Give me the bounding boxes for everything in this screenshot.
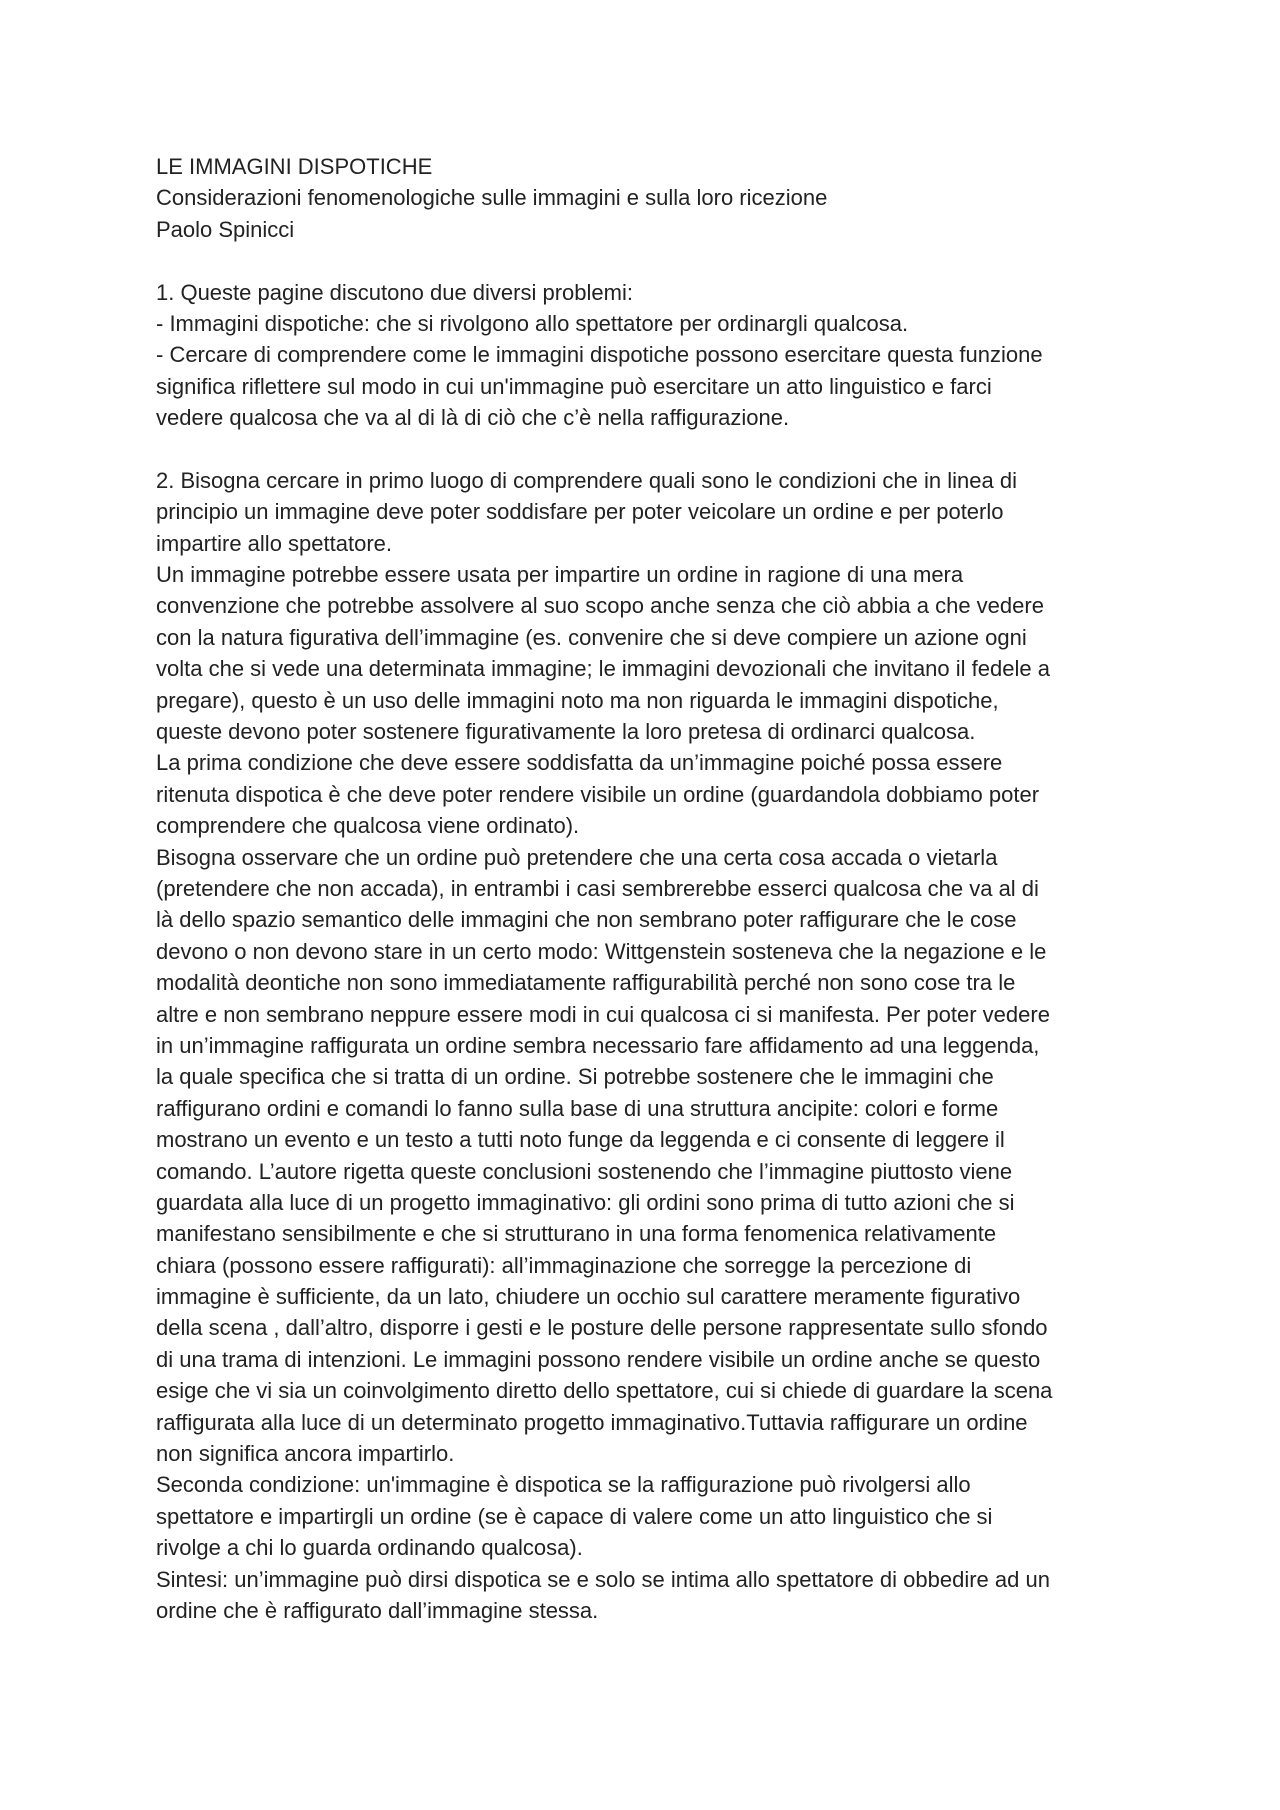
section-2-line: devono o non devono stare in un certo modo: Wittgenstein sosteneva che la negazione e le [156, 938, 1047, 964]
section-2-line: spettatore e impartirgli un ordine (se è capace di valere come un atto linguistico che si [156, 1503, 993, 1529]
section-2-line: convenzione che potrebbe assolvere al suo scopo anche senza che ciò abbia a che vedere [156, 593, 1044, 619]
section-1-line: vedere qualcosa che va al di là di ciò che c’è nella raffigurazione. [156, 405, 790, 431]
section-2-line: mostrano un evento e un testo a tutti noto funge da leggenda e ci consente di leggere il [156, 1127, 1005, 1153]
document-title: LE IMMAGINI DISPOTICHE [156, 154, 433, 179]
section-2-line: Sintesi: un’immagine può dirsi dispotica se e solo se intima allo spettatore di obbedire ad un [156, 1566, 1050, 1592]
section-2-line: immagine è sufficiente, da un lato, chiudere un occhio sul carattere meramente figurativo [156, 1284, 1021, 1310]
section-2-line: Seconda condizione: un'immagine è dispotica se la raffigurazione può rivolgersi allo [156, 1472, 971, 1498]
section-2-line: impartire allo spettatore. [156, 530, 392, 556]
section-2-line: comprendere che qualcosa viene ordinato). [156, 813, 580, 839]
section-1-line: - Cercare di comprendere come le immagini dispotiche possono esercitare questa funzione [156, 342, 1043, 368]
document-subtitle: Considerazioni fenomenologiche sulle immagini e sulla loro ricezione [156, 185, 828, 211]
section-2-line: La prima condizione che deve essere soddisfatta da un’immagine poiché possa essere [156, 750, 1003, 776]
section-2-line: con la natura figurativa dell’immagine (es. convenire che si deve compiere un azione ogni [156, 624, 1027, 650]
section-2-line: della scena , dall’altro, disporre i gesti e le posture delle persone rappresentate sullo sfondo [156, 1315, 1048, 1341]
section-1-line: - Immagini dispotiche: che si rivolgono allo spettatore per ordinargli qualcosa. [156, 310, 909, 336]
section-2-line: guardata alla luce di un progetto immaginativo: gli ordini sono prima di tutto azioni che si [156, 1189, 1015, 1215]
section-1-line: significa riflettere sul modo in cui un'immagine può esercitare un atto linguistico e farci [156, 373, 992, 399]
paragraph-spacer [156, 245, 1156, 276]
section-2-line: non significa ancora impartirlo. [156, 1441, 455, 1467]
section-2-line: 2. Bisogna cercare in primo luogo di comprendere quali sono le condizioni che in linea di [156, 467, 1017, 493]
section-2-line: in un’immagine raffigurata un ordine sembra necessario fare affidamento ad una leggenda, [156, 1032, 1040, 1058]
section-2-line: esige che vi sia un coinvolgimento diretto dello spettatore, cui si chiede di guardare la scena [156, 1378, 1053, 1404]
section-2-line: di una trama di intenzioni. Le immagini possono rendere visibile un ordine anche se questo [156, 1346, 1041, 1372]
section-2-line: modalità deontiche non sono immediatamente raffigurabilità perché non sono cose tra le [156, 970, 1016, 996]
section-1-line: 1. Queste pagine discutono due diversi problemi: [156, 279, 633, 305]
section-2-line: Un immagine potrebbe essere usata per impartire un ordine in ragione di una mera [156, 562, 964, 588]
section-2-line: chiara (possono essere raffigurati): all’immaginazione che sorregge la percezione di [156, 1252, 972, 1278]
section-2-line: altre e non sembrano neppure essere modi in cui qualcosa ci si manifesta. Per poter vedere [156, 1001, 1050, 1027]
section-2-line: ordine che è raffigurato dall’immagine stessa. [156, 1597, 599, 1623]
section-2-line: principio un immagine deve poter soddisfare per poter veicolare un ordine e per poterlo [156, 499, 1004, 525]
section-2-line: rivolge a chi lo guarda ordinando qualcosa). [156, 1535, 583, 1561]
paragraph-spacer [156, 434, 1156, 465]
document-author: Paolo Spinicci [156, 216, 295, 242]
section-2-line: ritenuta dispotica è che deve poter rendere visibile un ordine (guardandola dobbiamo poter [156, 781, 1040, 807]
section-2-line: queste devono poter sostenere figurativamente la loro pretesa di ordinarci qualcosa. [156, 719, 976, 745]
section-2-line: manifestano sensibilmente e che si strutturano in una forma fenomenica relativamente [156, 1221, 997, 1247]
section-2-line: la quale specifica che si tratta di un ordine. Si potrebbe sostenere che le immagini che [156, 1064, 994, 1090]
section-2 [156, 465, 1156, 1626]
document-body [156, 151, 1156, 1626]
section-2-line: là dello spazio semantico delle immagini che non sembrano poter raffigurare che le cose [156, 907, 1017, 933]
section-2-line: volta che si vede una determinata immagine; le immagini devozionali che invitano il fedele a [156, 656, 1050, 682]
section-1 [156, 277, 1156, 434]
section-2-line: comando. L’autore rigetta queste conclusioni sostenendo che l’immagine piuttosto viene [156, 1158, 1013, 1184]
section-2-line: raffigurata alla luce di un determinato progetto immaginativo.Tuttavia raffigurare un ordine [156, 1409, 1028, 1435]
section-2-line: pregare), questo è un uso delle immagini noto ma non riguarda le immagini dispotiche, [156, 687, 999, 713]
section-2-line: (pretendere che non accada), in entrambi i casi sembrerebbe esserci qualcosa che va al di [156, 875, 1039, 901]
section-2-line: Bisogna osservare che un ordine può pretendere che una certa cosa accada o vietarla [156, 844, 998, 870]
section-2-line: raffigurano ordini e comandi lo fanno sulla base di una struttura ancipite: colori e forme [156, 1095, 999, 1121]
